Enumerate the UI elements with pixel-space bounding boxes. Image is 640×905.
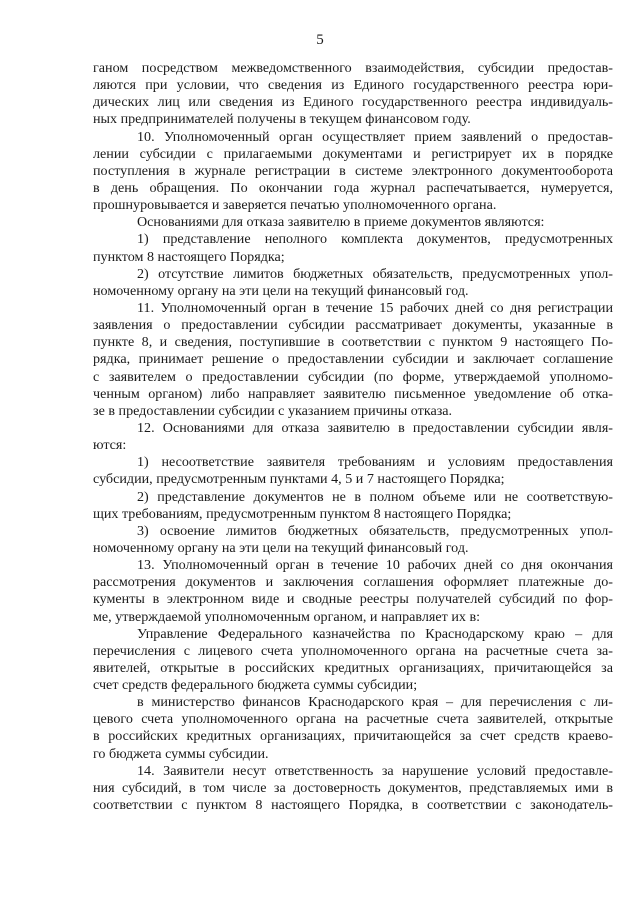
text-line: 12. Основаниями для отказа заявителю в предоставлении субсидии явля- [137,419,613,436]
paragraph-12-item-2 [93,489,613,523]
text-line: рассмотрения документов и заключения соглашения оформляет платежные до- [93,574,613,591]
text-line: 2) представление документов не в полном объеме или не соответствую- [137,488,613,505]
text-line: 13. Уполномоченный орган в течение 10 рабочих дней со дня окончания [137,557,613,574]
paragraph-11 [93,300,613,420]
document-body [93,60,613,814]
text-line: ются: [93,437,127,454]
text-line: 1) представление неполного комплекта документов, предусмотренных [137,231,613,248]
text-line: го бюджета суммы субсидии. [93,745,269,762]
text-line: перечисления с лицевого счета уполномоченного органа на расчетные счета за- [93,642,613,659]
text-line: пунктом 8 настоящего Порядка; [93,248,285,265]
text-line: в министерство финансов Краснодарского края – для перечисления с ли- [137,694,613,711]
text-line: соответствии с пунктом 8 настоящего Порядка, в соответствии с законодатель- [93,797,613,814]
paragraph-12-item-3 [93,523,613,557]
text-line: щих требованиям, предусмотренным пунктом 8 настоящего Порядка; [93,505,512,522]
text-line: заявления о предоставлении субсидии рассматривает документы, указанные в [93,317,613,334]
text-line: субсидии, предусмотренным пунктами 4, 5 и 7 настоящего Порядка; [93,471,505,488]
paragraph-10 [93,129,613,215]
text-line: ных предпринимателей получены в текущем финансовом году. [93,111,471,128]
text-line: кументы в электронном виде и сводные реестры получателей субсидий по фор- [93,591,613,608]
text-line: номоченному органу на эти цели на текущий финансовый год. [93,539,469,556]
paragraph-10-grounds [93,214,613,231]
text-line: 11. Уполномоченный орган в течение 15 рабочих дней со дня регистрации [137,299,613,316]
text-line: 2) отсутствие лимитов бюджетных обязательств, предусмотренных упол- [137,265,613,282]
text-line: с заявителем о предоставлении субсидии (по форме, утверждаемой уполномо- [93,368,613,385]
paragraph-12 [93,420,613,454]
text-line: зе в предоставлении субсидии с указанием причины отказа. [93,402,453,419]
text-line: в день обращения. По окончании года журнал распечатывается, нумеруется, [93,179,613,196]
text-line: Основаниями для отказа заявителю в приеме документов являются: [137,214,545,231]
text-line: ме, утверждаемой уполномоченным органом, и направляет их в: [93,608,481,625]
text-line: номоченному органу на эти цели на текущий финансовый год. [93,282,469,299]
paragraph-continuation [93,60,613,129]
text-line: прошнуровывается и заверяется печатью уполномоченного органа. [93,197,497,214]
text-line: 10. Уполномоченный орган осуществляет прием заявлений о предостав- [137,128,613,145]
text-line: дических лиц или сведения из Единого государственного реестра индивидуаль- [93,94,613,111]
paragraph-10-item-2 [93,266,613,300]
paragraph-13 [93,557,613,626]
text-line: в российских кредитных организациях, причитающейся за счет средств краево- [93,728,613,745]
paragraph-13-recipient-ministry [93,694,613,763]
text-line: лении субсидии с прилагаемыми документами и регистрирует их в порядке [93,145,613,162]
page-number: 5 [316,32,324,48]
text-line: счет средств федерального бюджета суммы субсидии; [93,677,418,694]
text-line: ния субсидий, в том числе за достоверность документов, представляемых ими в [93,779,613,796]
text-line: Управление Федерального казначейства по Краснодарскому краю – для [137,625,613,642]
text-line: пункте 8, и сведения, поступившие в соответствии с пунктом 9 настоящего По- [93,334,613,351]
paragraph-10-item-1 [93,231,613,265]
text-line: рядка, принимает решение о предоставлении субсидии и заключает соглашение [93,351,613,368]
text-line: ганом посредством межведомственного взаимодействия, субсидии предостав- [93,60,613,76]
text-line: поступления в журнале регистрации в системе электронного документооборота [93,162,613,179]
text-line: явителей, открытые в российских кредитных организациях, причитающейся за [93,659,613,676]
text-line: цевого счета уполномоченного органа на расчетные счета заявителей, открытые [93,711,613,728]
text-line: ченным органом) либо направляет заявителю письменное уведомление об отка- [93,385,613,402]
text-line: 14. Заявители несут ответственность за нарушение условий предоставле- [137,762,613,779]
text-line: 1) несоответствие заявителя требованиям и условиям предоставления [137,454,613,471]
paragraph-12-item-1 [93,454,613,488]
text-line: ляются при условии, что сведения из Единого государственного реестра юри- [93,77,613,94]
paragraph-14 [93,763,613,814]
paragraph-13-recipient-treasury [93,626,613,695]
text-line: 3) освоение лимитов бюджетных обязательств, предусмотренных упол- [137,522,613,539]
